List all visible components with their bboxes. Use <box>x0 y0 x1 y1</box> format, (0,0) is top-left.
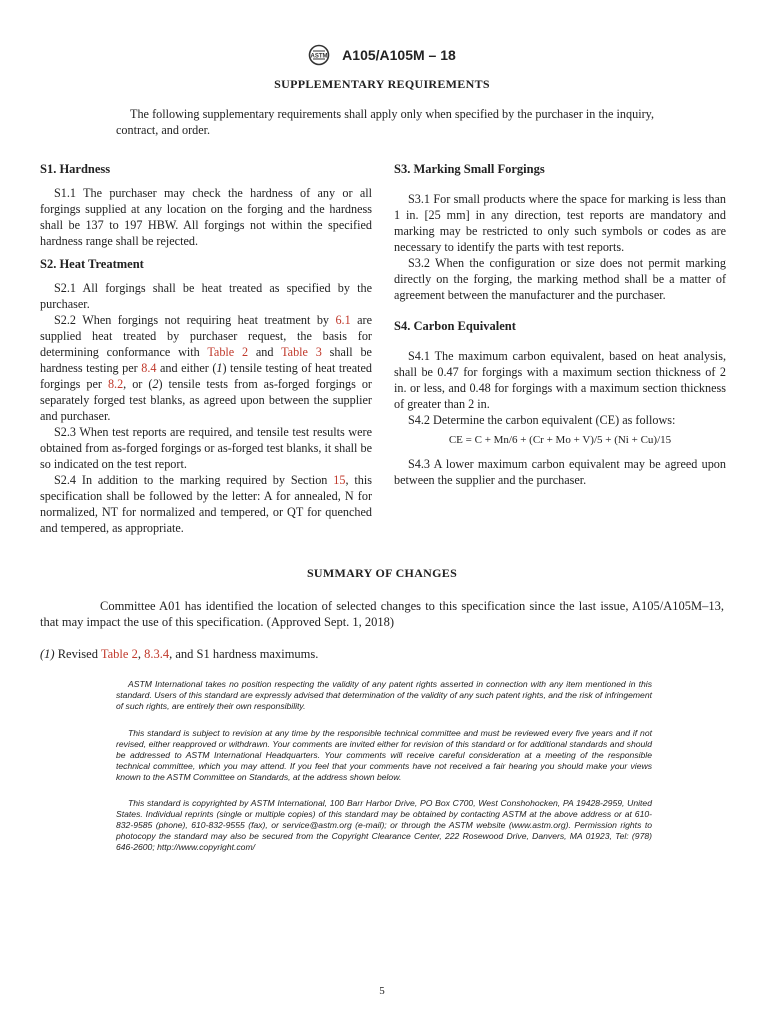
s4-2: S4.2 Determine the carbon equivalent (CE) as follows: <box>408 413 676 427</box>
s2-1: S2.1 All forgings shall be heat treated as specified by the purchaser. <box>40 281 372 311</box>
s4-1: S4.1 The maximum carbon equivalent, based on heat analysis, shall be 0.47 for forgings with a maximum section thickness of 2 in. or less, and 0.48 for forgings with a maximum section thickness of greater than 2 in. <box>394 349 726 411</box>
page-header <box>0 44 764 66</box>
page-number: 5 <box>379 985 385 997</box>
copyright-notice: This standard is copyrighted by ASTM International, 100 Barr Harbor Drive, PO Box C700, West Conshohocken, PA 19428-2959, United States. Individual reprints (single or multiple copies) of this standard may be obtained by contacting ASTM at the above address or at 610-832-9585 (phone), 610-832-9555 (fax), or service@astm.org (e-mail); or through the ASTM website (www.astm.org). Permission rights to photocopy the standard may also be secured from the Copyright Clearance Center, 222 Rosewood Drive, Danvers, MA 01923, Tel: (978) 646-2600; http://www.copyright.com/ <box>116 798 652 852</box>
revision-item: (1) Revised Table 2, 8.3.4, and S1 hardness maximums. <box>40 647 319 661</box>
s1-1: S1.1 The purchaser may check the hardness of any or all forgings supplied at any location on the forging and the hardness shall be 137 to 197 HBW. All forgings not within the specified hardness range shall be rejected. <box>40 186 372 248</box>
link-table-2-revised[interactable]: Table 2 <box>100 647 138 661</box>
s2-heading: S2. Heat Treatment <box>40 257 144 271</box>
link-8-4[interactable]: 8.4 <box>141 361 157 375</box>
committee-block <box>40 598 724 630</box>
s3-1: S3.1 For small products where the space for marking is less than 1 in. [25 mm] in any direction, test reports are mandatory and marking may be restricted to only such symbols or codes as are necessary to identify the parts with test reports. <box>394 192 726 254</box>
link-table-3[interactable]: Table 3 <box>281 345 322 359</box>
link-table-2[interactable]: Table 2 <box>207 345 249 359</box>
link-6-1[interactable]: 6.1 <box>335 313 351 327</box>
right-column <box>394 162 726 488</box>
s2-4: S2.4 In addition to the marking required by Section 15, this specification shall be followed by the letter: A for annealed, N for normalized, NT for normalized and tempered, or QT for quenched and tempered, as appropriate. <box>40 473 372 535</box>
committee-text: Committee A01 has identified the location of selected changes to this specification since the last issue, A105/A105M–13, that may impact the use of this specification. (Approved Sept. 1, 2018) <box>40 599 724 629</box>
link-section-15[interactable]: 15 <box>333 473 346 487</box>
designation: A105/A105M – 18 <box>342 47 456 63</box>
s4-heading: S4. Carbon Equivalent <box>394 319 516 333</box>
s1-heading: S1. Hardness <box>40 162 111 176</box>
intro-text: The following supplementary requirements shall apply only when specified by the purchaser in the inquiry, contract, and order. <box>116 107 654 137</box>
s3-heading: S3. Marking Small Forgings <box>394 162 545 176</box>
s2-3: S2.3 When test reports are required, and tensile test results were obtained from as-forged forgings or as-forged test blanks, it shall be so indicated on the test report. <box>40 425 372 471</box>
astm-logo-icon <box>308 44 334 66</box>
patent-notice: ASTM International takes no position respecting the validity of any patent rights asserted in connection with any item mentioned in this standard. Users of this standard are expressly advised that determination of the validity of any such patent rights, and the risk of infringement of such rights, are entirely their own responsibility. <box>116 679 652 711</box>
intro-block <box>116 106 654 138</box>
revision-number: (1) <box>40 647 55 661</box>
s3-2: S3.2 When the configuration or size does not permit marking directly on the forging, the marking method shall be a matter of agreement between the manufacturer and the purchaser. <box>394 256 726 302</box>
link-8-3-4[interactable]: 8.3.4 <box>144 647 170 661</box>
logo-text: ASTM <box>310 53 328 60</box>
supplementary-title: SUPPLEMENTARY REQUIREMENTS <box>274 77 490 91</box>
left-column <box>40 162 372 536</box>
summary-title: SUMMARY OF CHANGES <box>306 566 458 580</box>
s4-3: S4.3 A lower maximum carbon equivalent may be agreed upon between the supplier and the purchaser. <box>394 457 726 487</box>
revision-notice: This standard is subject to revision at any time by the responsible technical committee and must be reviewed every five years and if not revised, either reapproved or withdrawn. Your comments are invited either for revision of this standard or for additional standards and should be addressed to ASTM International Headquarters. Your comments will receive careful consideration at a meeting of the responsible technical committee, which you may attend. If you feel that your comments have not received a fair hearing you should make your views known to the ASTM Committee on Standards, at the address shown below. <box>116 728 652 782</box>
link-8-2[interactable]: 8.2 <box>107 377 124 391</box>
ce-formula: CE = C + Mn/6 + (Cr + Mo + V)/5 + (Ni + Cu)/15 <box>448 434 672 446</box>
s2-2: S2.2 When forgings not requiring heat treatment by 6.1 are supplied heat treated by purchaser request, the basis for determining conformance with Table 2 and Table 3 shall be hardness testing per 8.4 and either (1) tensile testing of heat treated forgings per 8.2, or (2) tensile tests from as-forged forgings or separately forged test blanks, as agreed upon between the supplier and purchaser. <box>40 313 372 423</box>
